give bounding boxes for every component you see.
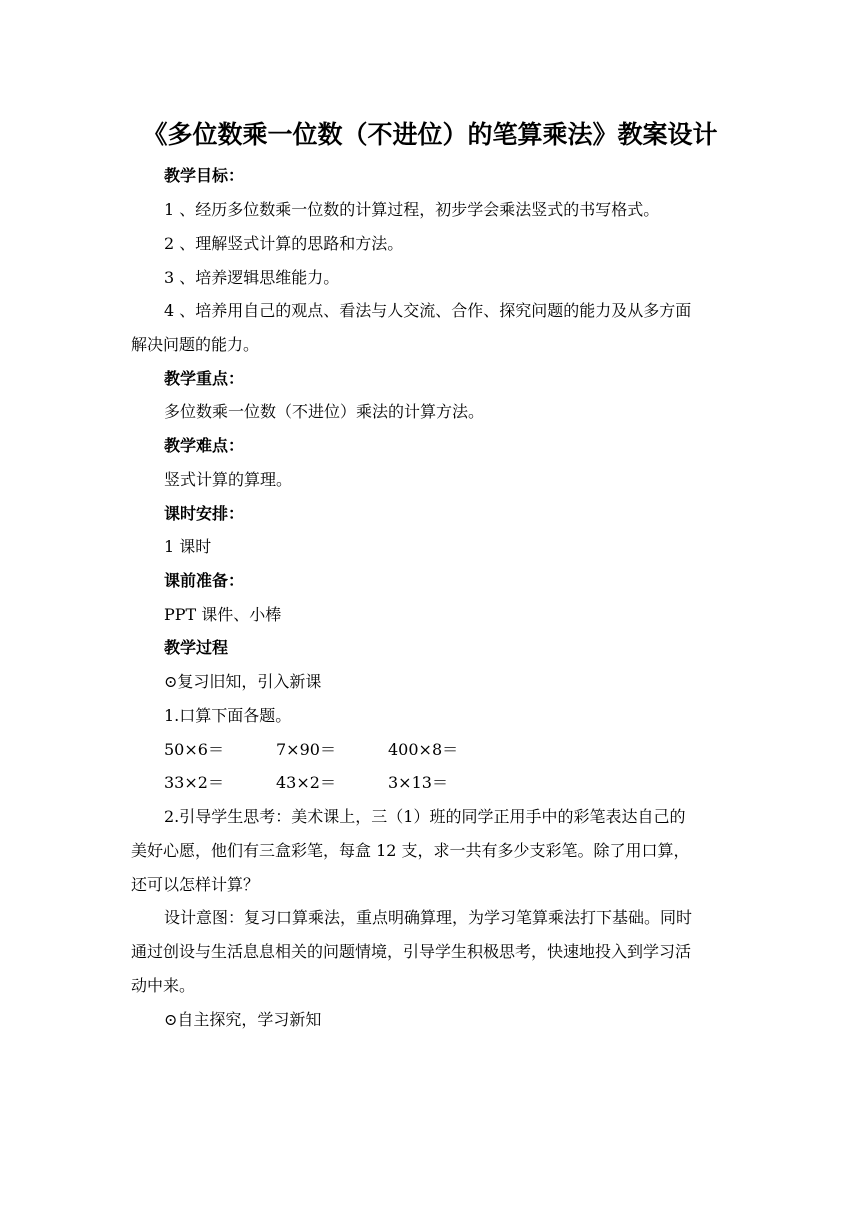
difficulty-heading: 教学难点： [164,436,245,455]
calc-item: 43×2＝ [276,773,336,792]
calc-item: 33×2＝ [164,773,224,792]
key-text: 多位数乘一位数（不进位）乘法的计算方法。 [164,402,485,421]
goals-heading: 教学目标： [164,166,245,185]
paragraph-line: 动中来。 [131,976,196,995]
item-text: 1.口算下面各题。 [164,706,292,725]
schedule-text: 1 课时 [164,537,212,556]
calc-row [164,740,458,760]
goal-line: 4 、培养用自己的观点、看法与人交流、合作、探究问题的能力及从多方面 [164,301,692,320]
paragraph-line: 2.引导学生思考：美术课上，三（1）班的同学正用手中的彩笔表达自己的 [164,807,686,826]
goal-line: 1 、经历多位数乘一位数的计算过程，初步学会乘法竖式的书写格式。 [164,200,660,219]
paragraph-line: 还可以怎样计算？ [131,875,260,894]
document-title: 《多位数乘一位数（不进位）的笔算乘法》教案设计 [142,120,718,149]
process-heading: 教学过程 [164,638,229,657]
prep-text: PPT 课件、小棒 [164,605,282,624]
calc-item: 50×6＝ [164,740,224,759]
paragraph-line: 设计意图：复习口算乘法，重点明确算理，为学习笔算乘法打下基础。同时 [164,908,693,927]
goal-line: 2 、理解竖式计算的思路和方法。 [164,234,404,253]
calc-row [164,773,448,793]
prep-heading: 课前准备： [164,571,245,590]
section-heading: ⊙复习旧知，引入新课 [164,672,322,691]
goal-line: 解决问题的能力。 [131,335,260,354]
difficulty-text: 竖式计算的算理。 [164,470,293,489]
calc-item: 3×13＝ [388,773,448,792]
calc-item: 400×8＝ [388,740,459,759]
paragraph-line: 通过创设与生活息息相关的问题情境，引导学生积极思考，快速地投入到学习活 [131,942,692,961]
section-heading: ⊙自主探究，学习新知 [164,1010,322,1029]
key-heading: 教学重点： [164,369,245,388]
calc-item: 7×90＝ [276,740,336,759]
schedule-heading: 课时安排： [164,504,245,523]
goal-line: 3 、培养逻辑思维能力。 [164,268,340,287]
paragraph-line: 美好心愿，他们有三盒彩笔，每盒 12 支，求一共有多少支彩笔。除了用口算， [131,841,690,860]
